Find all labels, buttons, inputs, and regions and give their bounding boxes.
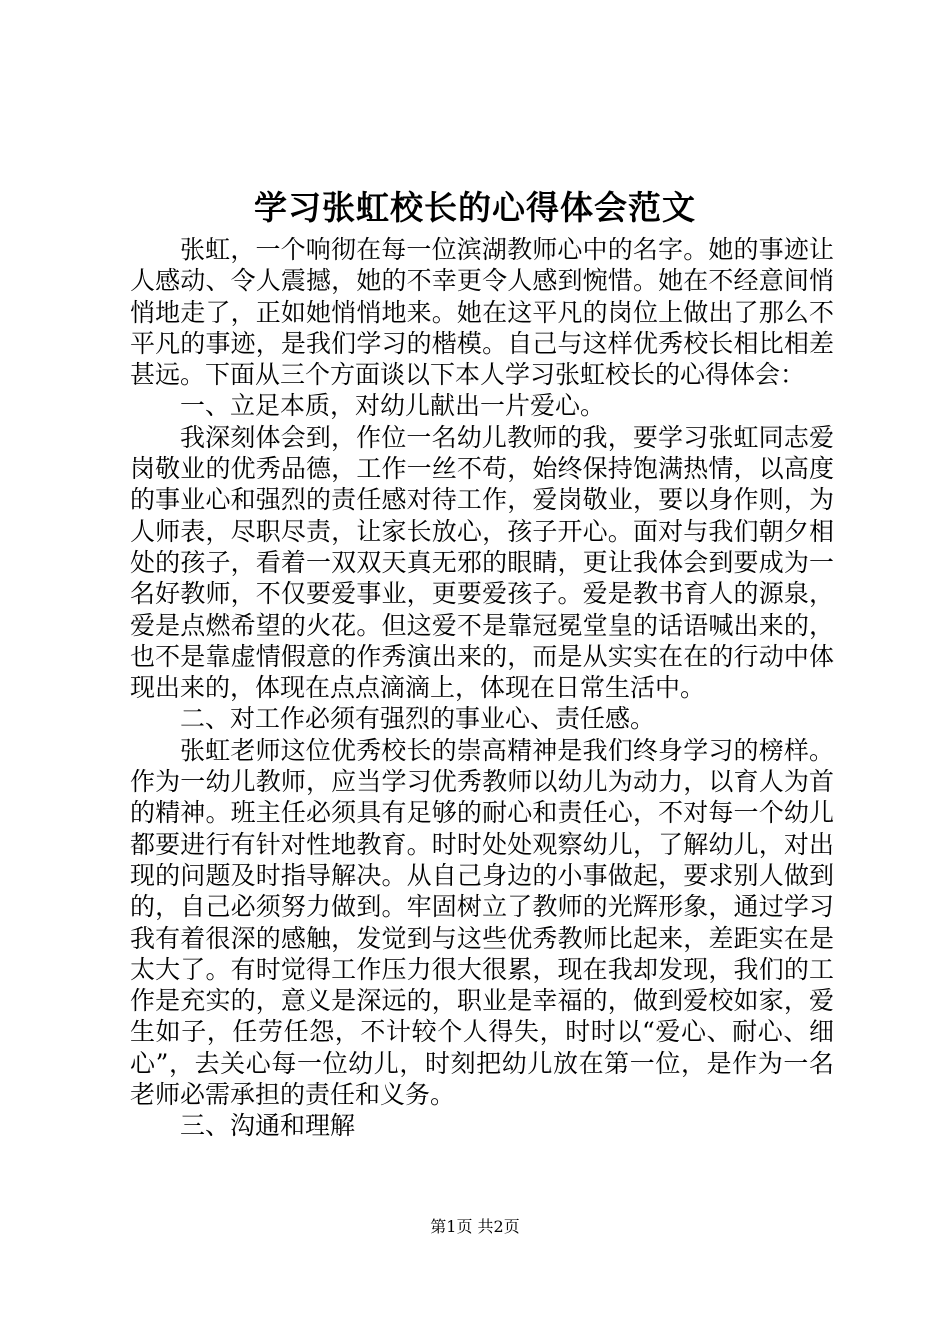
section-heading-1: 一、立足本质，对幼儿献出一片爱心。 [180, 391, 606, 421]
document-title: 学习张虹校长的心得体会范文 [254, 188, 696, 227]
paragraph-section-1: 我深刻体会到，作位一名幼儿教师的我，要学习张虹同志爱岗敬业的优秀品德，工作一丝不苟，始终保持饱满热情，以高度的事业心和强烈的责任感对待工作，爱岗敬业，要以身作则，为人师表，尽职尽责，让家长放心，孩子开心。面对与我们朝夕相处的孩子，看着一双双天真无邪的眼睛，更让我体会到要成为一名好教师，不仅要爱事业，更要爱孩子。爱是教书育人的源泉，爱是点燃希望的火花。但这爱不是靠冠冕堂皇的话语喊出来的，也不是靠虚情假意的作秀演出来的，而是从实实在在的行动中体现出来的，体现在点点滴滴上，体现在日常生活中。 [130, 422, 834, 703]
document-body [130, 234, 834, 1142]
paragraph-intro: 张虹，一个响彻在每一位滨湖教师心中的名字。她的事迹让人感动、令人震撼，她的不幸更令人感到惋惜。她在不经意间悄悄地走了，正如她悄悄地来。她在这平凡的岗位上做出了那么不平凡的事迹，是我们学习的楷模。自己与这样优秀校长相比相差甚远。下面从三个方面谈以下本人学习张虹校长的心得体会： [130, 235, 834, 390]
section-heading-3: 三、沟通和理解 [180, 1111, 356, 1141]
paragraph-section-2: 张虹老师这位优秀校长的崇高精神是我们终身学习的榜样。作为一幼儿教师，应当学习优秀教师以幼儿为动力，以育人为首的精神。班主任必须具有足够的耐心和责任心，不对每一个幼儿都要进行有针对性地教育。时时处处观察幼儿，了解幼儿，对出现的问题及时指导解决。从自己身边的小事做起，要求别人做到的，自己必须努力做到。牢固树立了教师的光辉形象，通过学习我有着很深的感触，发觉到与这些优秀教师比起来，差距实在是太大了。有时觉得工作压力很大很累，现在我却发现，我们的工作是充实的，意义是深远的，职业是幸福的，做到爱校如家，爱生如子，任劳任怨，不计较个人得失，时时以“爱心、耐心、细心”，去关心每一位幼儿，时刻把幼儿放在第一位，是作为一名老师必需承担的责任和义务。 [130, 735, 834, 1110]
section-heading-2: 二、对工作必须有强烈的事业心、责任感。 [180, 704, 656, 734]
page-number-footer: 第1页 共2页 [430, 1217, 520, 1236]
